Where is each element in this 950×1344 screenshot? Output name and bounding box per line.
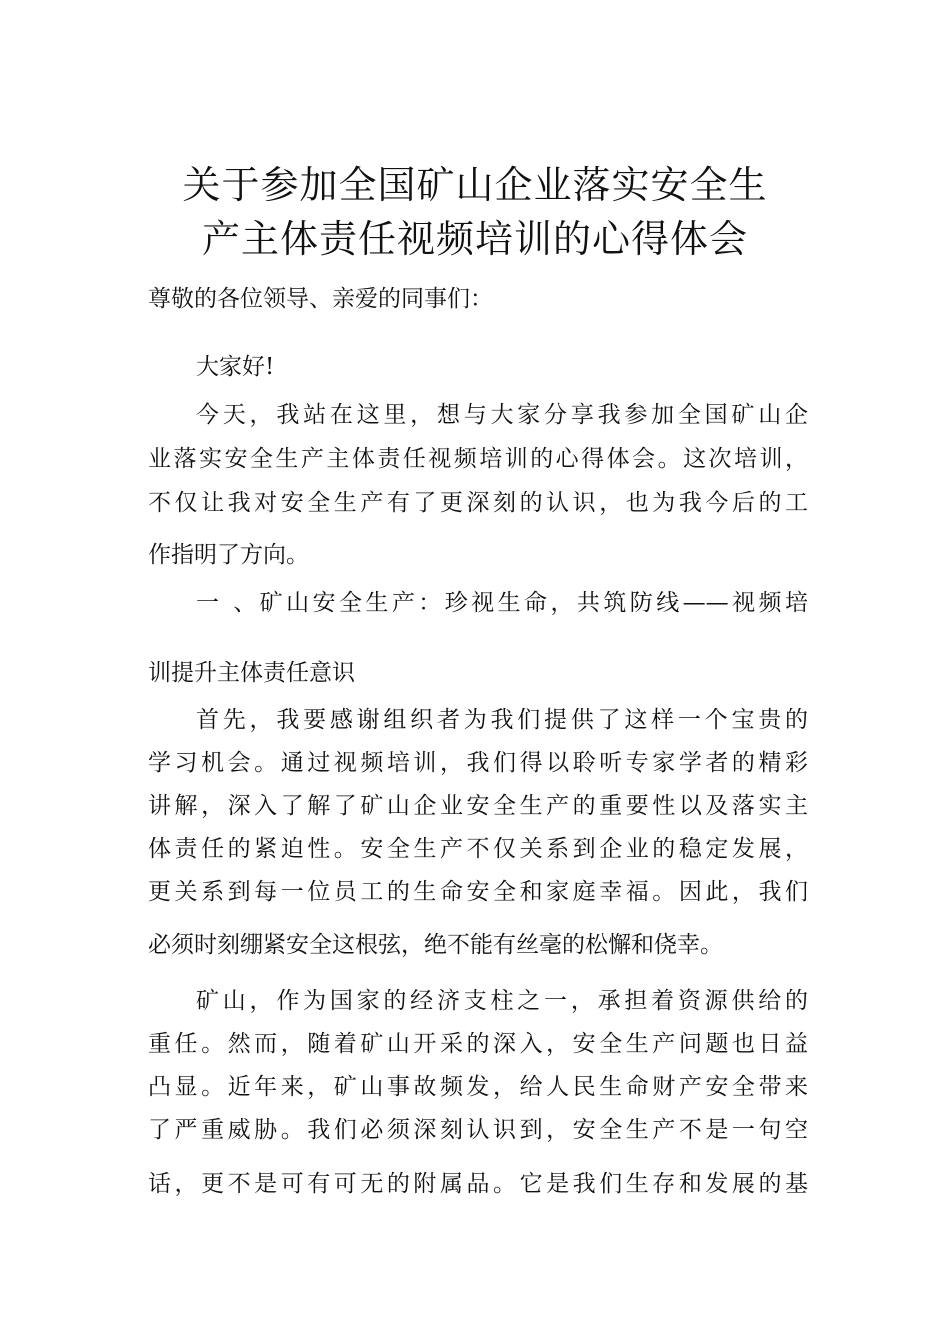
paragraph-3-line-5: 话，更不是可有可无的附属品。它是我们生存和发展的基 — [148, 1171, 808, 1197]
section-heading-line-1: 一 、矿山安全生产：珍视生命，共筑防线——视频培 — [196, 590, 808, 616]
paragraph-1-line-2: 业落实安全生产主体责任视频培训的心得体会。这次培训， — [148, 446, 808, 472]
paragraph-2-line-4: 体责任的紧迫性。安全生产不仅关系到企业的稳定发展， — [148, 836, 808, 862]
paragraph-1-line-3: 不仅让我对安全生产有了更深刻的认识，也为我今后的工 — [148, 490, 808, 516]
paragraph-2-line-5: 更关系到每一位员工的生命安全和家庭幸福。因此，我们 — [148, 879, 808, 905]
salutation: 尊敬的各位领导、亲爱的同事们： — [148, 286, 493, 312]
title-line-2: 产主体责任视频培训的心得体会 — [201, 217, 748, 261]
paragraph-2-line-6: 必须时刻绷紧安全这根弦，绝不能有丝毫的松懈和侥幸。 — [148, 932, 723, 958]
paragraph-3-line-3: 凸显。近年来，矿山事故频发，给人民生命财产安全带来 — [148, 1074, 808, 1100]
paragraph-1-line-1: 今天，我站在这里，想与大家分享我参加全国矿山企 — [196, 402, 808, 428]
paragraph-3-line-4: 了严重威胁。我们必须深刻认识到，安全生产不是一句空 — [148, 1117, 808, 1143]
title-line-1: 关于参加全国矿山企业落实安全生 — [182, 163, 768, 207]
paragraph-3-line-1: 矿山，作为国家的经济支柱之一，承担着资源供给的 — [196, 988, 808, 1014]
greeting: 大家好! — [196, 354, 275, 380]
paragraph-3-line-2: 重任。然而，随着矿山开采的深入，安全生产问题也日益 — [148, 1031, 808, 1057]
paragraph-2-line-1: 首先，我要感谢组织者为我们提供了这样一个宝贵的 — [196, 707, 808, 733]
paragraph-1-line-4: 作指明了方向。 — [148, 542, 309, 568]
section-heading-line-2: 训提升主体责任意识 — [148, 660, 355, 686]
document-title — [0, 158, 950, 266]
paragraph-2-line-3: 讲解，深入了解了矿山企业安全生产的重要性以及落实主 — [148, 793, 808, 819]
paragraph-2-line-2: 学习机会。通过视频培训，我们得以聆听专家学者的精彩 — [148, 750, 808, 776]
